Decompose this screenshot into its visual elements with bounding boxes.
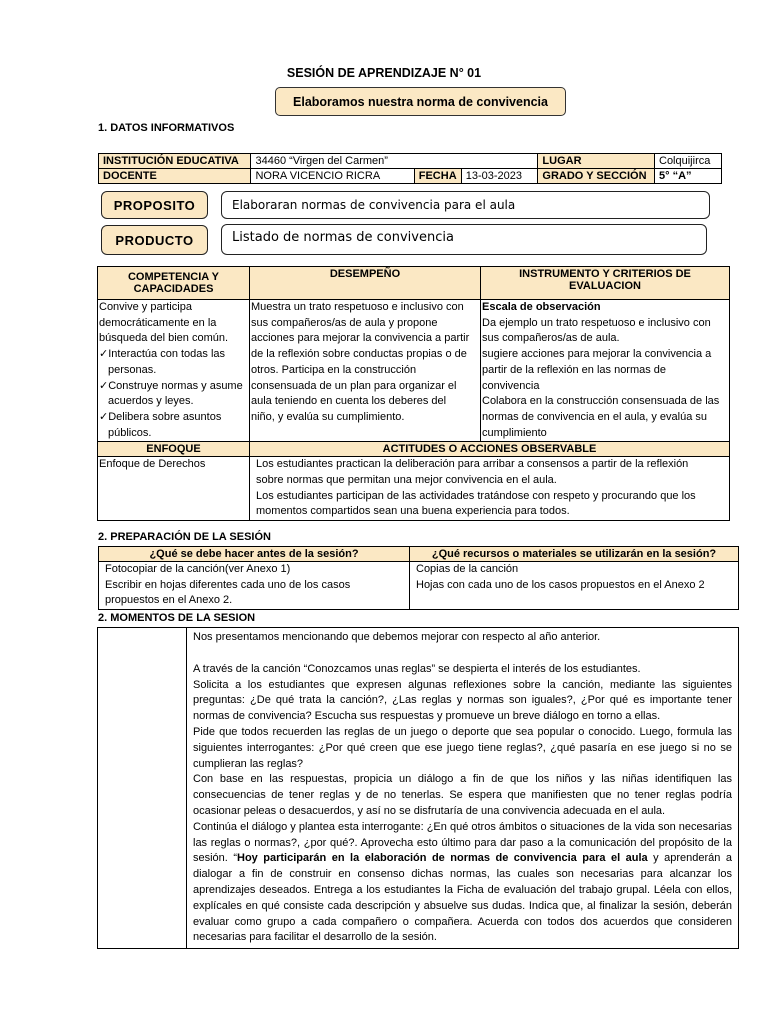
section-datos-informativos: 1. DATOS INFORMATIVOS	[98, 122, 235, 134]
instrumento-line: Da ejemplo un trato respetuoso e inclusivo con	[482, 316, 711, 329]
instrumento-line: cumplimiento	[482, 426, 547, 439]
momento-paragraph: Pide que todos recuerden las reglas de un juego o deporte que sea popular o conocido. Luego, formula las siguientes interrogantes: ¿Por qué creen que ese juego tiene reglas?, ¿qué pasaría en ese juego si no se cumplieran las reglas?	[193, 725, 732, 770]
actitudes-cell	[250, 457, 730, 521]
check-icon	[99, 348, 108, 360]
page-title: SESIÓN DE APRENDIZAJE N° 01	[286, 66, 482, 80]
instrumento-line: convivencia	[482, 379, 540, 392]
proposito-label: PROPOSITO	[101, 191, 208, 219]
instrumento-line: Colabora en la construcción consensuada de las	[482, 395, 720, 408]
instrumento-line: partir de la reflexión en las normas de	[482, 363, 667, 376]
desempeno-line: otros. Participa en la construcción	[251, 363, 417, 376]
desempeno-line: niño, y evalúa su cumplimiento.	[251, 410, 405, 423]
capacidad-item: ✓ Construye normas y asume	[99, 379, 248, 395]
capacidad-item-cont: acuerdos y leyes.	[108, 395, 194, 408]
lugar-label: LUGAR	[538, 154, 655, 169]
producto-text: Listado de normas de convivencia	[221, 224, 707, 255]
fecha-label: FECHA	[414, 169, 461, 184]
grado-label: GRADO Y SECCIÓN	[538, 169, 655, 184]
capacidad-item: ✓ Interactúa con todas las	[99, 347, 248, 363]
header-enfoque: ENFOQUE	[98, 442, 250, 457]
desempeno-line: acciones para mejorar la convivencia a partir	[251, 332, 470, 345]
competencia-table	[97, 266, 730, 521]
momento-paragraph: Nos presentamos mencionando que debemos mejorar con respecto al año anterior.	[193, 631, 601, 643]
desempeno-line: consensuada de un plan para organizar el	[251, 379, 457, 392]
fecha-value: 13-03-2023	[461, 169, 538, 184]
info-table	[98, 153, 722, 184]
docente-value: NORA VICENCIO RICRA	[251, 169, 414, 184]
capacidad-item-cont: públicos.	[108, 426, 152, 439]
competencia-line: Convive y participa	[99, 301, 192, 313]
producto-label: PRODUCTO	[101, 225, 208, 255]
institucion-value: 34460 “Virgen del Carmen”	[251, 154, 538, 169]
proposito-text: Elaboraran normas de convivencia para el aula	[221, 191, 710, 219]
antes-cell	[99, 562, 410, 610]
instrumento-line: sus compañeros/as de aula.	[482, 332, 620, 345]
header-actitudes: ACTITUDES O ACCIONES OBSERVABLE	[250, 442, 730, 457]
desempeno-cell	[250, 300, 481, 442]
enfoque-value: Enfoque de Derechos	[98, 457, 250, 521]
desempeno-line: de la reflexión sobre conductas propias o de	[251, 348, 467, 361]
momento-paragraph: Continúa el diálogo y plantea esta interrogante: ¿En qué otros ámbitos o situaciones de la vida son necesarias las reglas o normas?, ¿por qué?. Aprovecha esto último para dar paso a la comunicación del propósito de la sesión. “Hoy participarán en la elaboración de normas de convivencia para el aula y aprenderán a dialogar a fin de construir en consenso dichas normas, las cuales son necesarias para alcanzar los aprendizajes deseados. Entrega a los estudiantes la Ficha de evaluación del trabajo grupal. Léela con ellos, explícales en qué consiste cada descripción y absuelve sus dudas. Indica que, al finalizar la sesión, deberán evaluar como grupo a cada compañero o compañera. Acuerda con todos dos acuerdos que consideren necesarias para facilitar el desarrollo de la sesión.	[193, 820, 733, 944]
session-subtitle: Elaboramos nuestra norma de convivencia	[275, 87, 566, 116]
momentos-table	[97, 627, 739, 949]
header-competencia: COMPETENCIA Y CAPACIDADES	[98, 267, 250, 300]
proposito-sesion-bold: Hoy participarán en la elaboración de normas de convivencia para el aula	[237, 852, 648, 865]
momento-paragraph: Con base en las respuestas, propicia un diálogo a fin de que los niños y las niñas identifiquen las consecuencias de tener reglas y de no tenerlas. Se espera que manifiesten que no tener reglas podría ocasionar peleas o desacuerdos, y así no se disfrutaría de una convivencia adecuada en el aula.	[193, 773, 732, 817]
actitud-line: sobre normas que permitan una mejor convivencia en el aula.	[256, 474, 557, 487]
institucion-label: INSTITUCIÓN EDUCATIVA	[99, 154, 251, 169]
momentos-label-cell	[98, 628, 187, 949]
instrumento-line: normas de convivencia en el aula, y evalúa su	[482, 410, 708, 423]
docente-label: DOCENTE	[99, 169, 251, 184]
section-momentos: 2. MOMENTOS DE LA SESION	[98, 612, 256, 624]
antes-line: propuestos en el Anexo 2.	[105, 594, 233, 607]
capacidad-item-cont: personas.	[108, 363, 157, 376]
instrumento-title: Escala de observación	[482, 301, 601, 313]
competencia-line: democráticamente en la	[99, 316, 217, 329]
momento-paragraph: Solicita a los estudiantes que expresen algunas reflexiones sobre la canción, mediante las siguientes preguntas: ¿De qué trata la canción?, ¿Las reglas y normas son iguales?, ¿Por qué es importante tener normas de convivencia? Escucha sus respuestas y promueve un breve diálogo en torno a ellas.	[193, 678, 732, 723]
header-instrumento: INSTRUMENTO Y CRITERIOS DE EVALUACION	[481, 267, 730, 300]
recursos-line: Hojas con cada uno de los casos propuestos en el Anexo 2	[416, 578, 705, 591]
recursos-line: Copias de la canción	[416, 563, 519, 575]
instrumento-line: sugiere acciones para mejorar la convivencia a	[482, 348, 712, 361]
actitud-line: Los estudiantes participan de las actividades tratándose con respeto y procurando que los	[256, 489, 696, 502]
desempeno-line: Muestra un trato respetuoso e inclusivo con	[251, 301, 464, 313]
header-desempeno: DESEMPEÑO	[250, 267, 481, 300]
check-icon	[99, 411, 108, 423]
competencia-line: búsqueda del bien común.	[99, 332, 229, 345]
lugar-value: Colquijirca	[655, 154, 722, 169]
instrumento-cell	[481, 300, 730, 442]
section-preparacion: 2. PREPARACIÓN DE LA SESIÓN	[98, 531, 271, 543]
actitud-line: Los estudiantes practican la deliberación para arribar a consensos a partir de la reflexión	[256, 458, 689, 471]
momentos-content	[187, 628, 739, 949]
recursos-cell	[410, 562, 739, 610]
desempeno-line: aula teniendo en cuenta los deberes del	[251, 395, 447, 408]
preparacion-table	[98, 546, 739, 610]
antes-line: Escribir en hojas diferentes cada uno de los casos	[105, 578, 351, 591]
antes-line: Fotocopiar de la canción(ver Anexo 1)	[105, 563, 291, 575]
header-antes: ¿Qué se debe hacer antes de la sesión?	[99, 547, 410, 562]
competencia-cell	[98, 300, 250, 442]
header-recursos: ¿Qué recursos o materiales se utilizarán en la sesión?	[410, 547, 739, 562]
momento-paragraph: A través de la canción “Conozcamos unas reglas” se despierta el interés de los estudiantes.	[193, 662, 641, 675]
check-icon	[99, 380, 108, 392]
desempeno-line: sus compañeros/as de aula y propone	[251, 316, 438, 329]
actitud-line: momentos compartidos sean una buena experiencia para todos.	[256, 505, 570, 518]
capacidad-item: ✓ Delibera sobre asuntos	[99, 410, 248, 426]
grado-value: 5° “A”	[655, 169, 722, 184]
